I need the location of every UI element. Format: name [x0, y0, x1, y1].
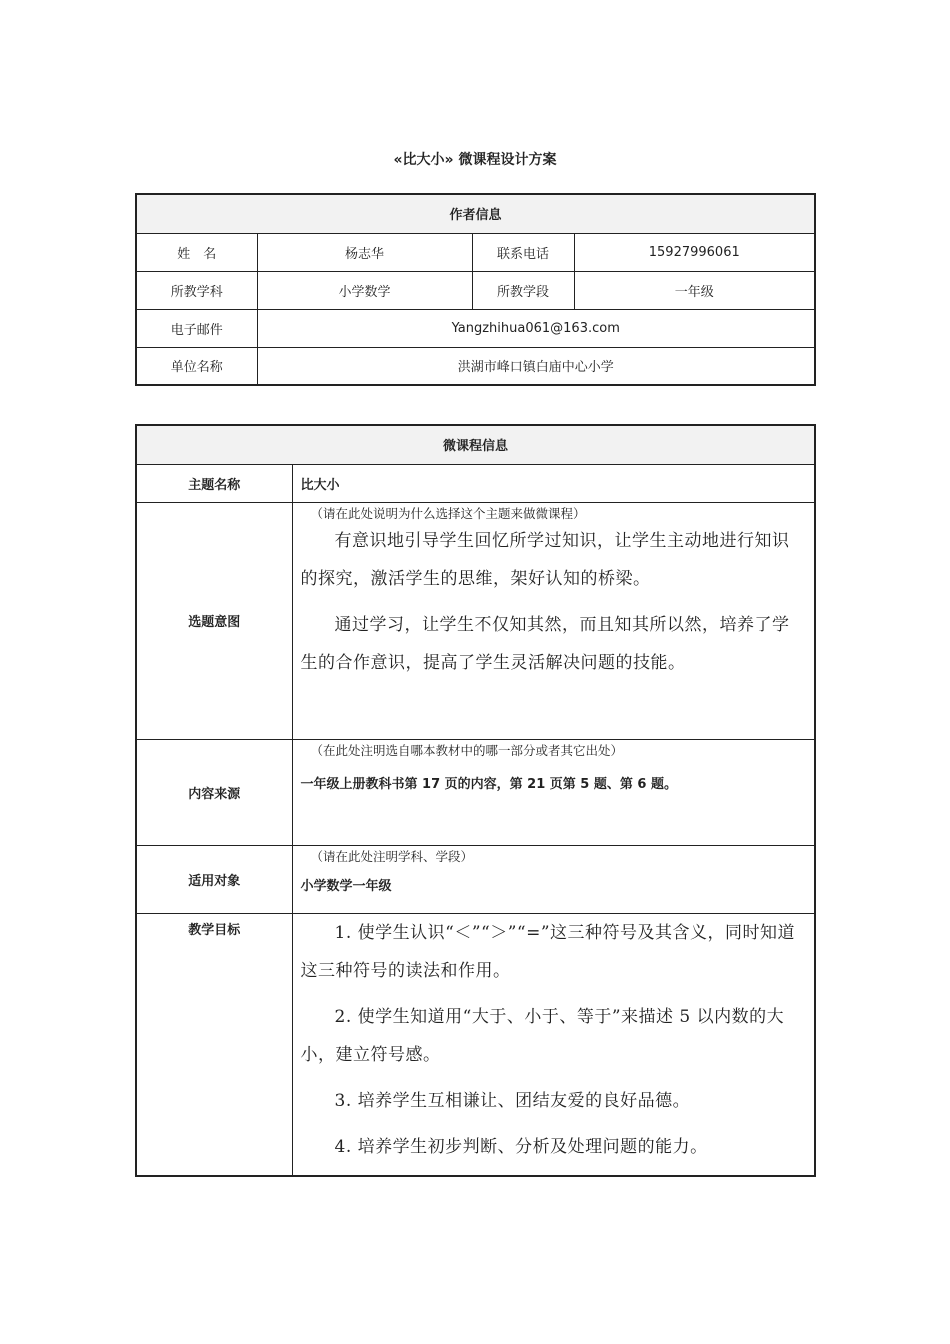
source-label: 内容来源	[136, 739, 292, 845]
intent-hint: （请在此处说明为什么选择这个主题来做微课程）	[310, 505, 586, 521]
goal-item: 1. 使学生认识“＜”“＞”“=”这三种符号及其含义，同时知道这三种符号的读法和作用。	[300, 922, 796, 981]
intent-paragraph: 通过学习，让学生不仅知其然，而且知其所以然，培养了学生的合作意识，提高了学生灵活解决问题的技能。	[300, 614, 790, 673]
phone-label: 联系电话	[472, 233, 574, 271]
document-title: «比大小» 微课程设计方案	[393, 152, 557, 168]
org-value: 洪湖市峰口镇白庙中心小学	[257, 347, 815, 385]
goal-item: 4. 培养学生初步判断、分析及处理问题的能力。	[334, 1136, 708, 1157]
subject-value: 小学数学	[257, 271, 472, 309]
target-hint: （请在此处注明学科、学段）	[310, 848, 474, 864]
topic-value: 比大小	[300, 477, 340, 493]
email-label: 电子邮件	[136, 309, 257, 347]
goals-label: 教学目标	[136, 913, 292, 1176]
target-value: 小学数学一年级	[300, 878, 392, 894]
phone-value: 15927996061	[574, 233, 815, 271]
grade-value: 一年级	[574, 271, 815, 309]
name-value: 杨志华	[257, 233, 472, 271]
course-info-header: 微课程信息	[136, 425, 815, 464]
name-label: 姓 名	[136, 233, 257, 271]
intent-label: 选题意图	[136, 502, 292, 739]
subject-label: 所教学科	[136, 271, 257, 309]
goal-item: 2. 使学生知道用“大于、小于、等于”来描述 5 以内数的大小，建立符号感。	[300, 1006, 785, 1065]
email-value: Yangzhihua061@163.com	[257, 309, 815, 347]
course-info-table	[135, 424, 816, 1177]
topic-label: 主题名称	[136, 464, 292, 502]
target-label: 适用对象	[136, 845, 292, 913]
author-info-header: 作者信息	[136, 194, 815, 233]
org-label: 单位名称	[136, 347, 257, 385]
grade-label: 所教学段	[472, 271, 574, 309]
author-info-table	[135, 193, 816, 386]
goal-item: 3. 培养学生互相谦让、团结友爱的良好品德。	[334, 1090, 691, 1111]
source-value: 一年级上册教科书第 17 页的内容，第 21 页第 5 题、第 6 题。	[300, 776, 677, 792]
source-hint: （在此处注明选自哪本教材中的哪一部分或者其它出处）	[310, 742, 624, 758]
intent-paragraph: 有意识地引导学生回忆所学过知识，让学生主动地进行知识的探究，激活学生的思维，架好认知的桥梁。	[300, 530, 790, 589]
